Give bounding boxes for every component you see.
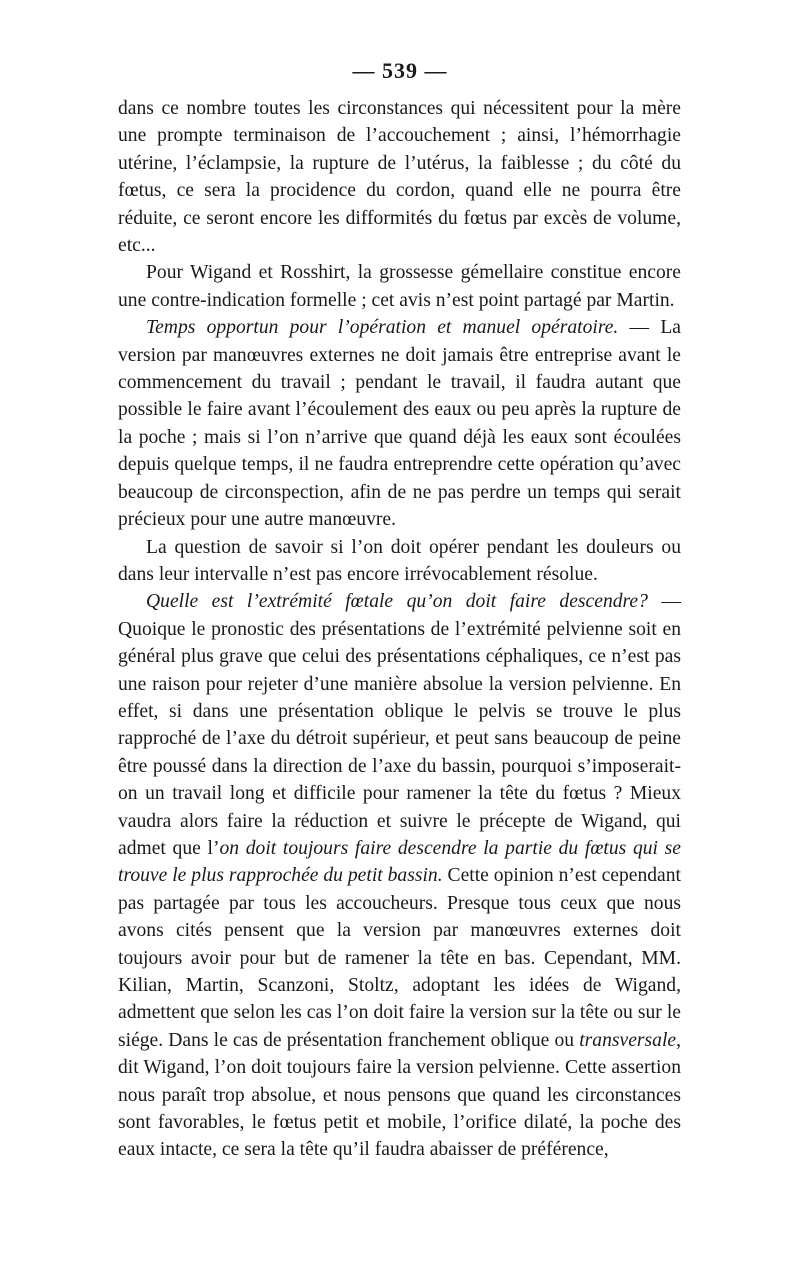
paragraph-text: , dit Wigand, l’on doit toujours faire la version pelvienne. Cette assertion nous paraît trop absolue, et nous pensons que quand les circonstances sont favorables, le fœtus petit et mobile, l’orifice dilaté, la poche des eaux intacte, ce sera la tête qu’il faudra abaisser de préférence, — [118, 1029, 681, 1161]
paragraph-text: — La version par manœuvres externes ne doit jamais être entreprise avant le commencement du travail ; pendant le travail, il faudra autant que possible le faire avant l’écoulement des eaux ou peu après la rupture de la poche ; mais si l’on n’arrive que quand déjà les eaux sont écoulées depuis quelque temps, il ne faudra entreprendre cette opération qu’avec beaucoup de circonspection, afin de ne pas perdre un temps qui serait précieux pour une autre manœuvre. — [118, 317, 681, 531]
paragraph-question-douleurs: La question de savoir si l’on doit opérer pendant les douleurs ou dans leur intervalle n’est pas encore irrévocablement résolue. — [118, 536, 681, 585]
italic-term: transversale — [579, 1029, 677, 1051]
paragraph-text: Cette opinion n’est cependant pas partagée par tous les accoucheurs. Presque tous ceux que nous avons cités pensent que la version par manœuvres externes doit toujours avoir pour but de ramener la tête en bas. Cependant, MM. Kilian, Martin, Scanzoni, Stoltz, adoptant les idées de Wigand, admettent que selon les cas l’on doit faire la version sur la tête ou sur le siége. Dans le cas de présentation franchement oblique ou — [118, 865, 681, 1051]
paragraph-continued: dans ce nombre toutes les circonstances qui nécessitent pour la mère une prompte terminaison de l’accouchement ; ainsi, l’hémorrhagie utérine, l’éclampsie, la rupture de l’utérus, la faiblesse ; du côté du fœtus, ce sera la procidence du cordon, quand elle ne pourra être réduite, ce seront encore les difformités du fœtus par excès de volume, etc... — [118, 98, 681, 257]
paragraph-wigand-rosshirt: Pour Wigand et Rosshirt, la grossesse gémellaire constitue encore une contre-indication formelle ; cet avis n’est point partagé par Martin. — [118, 262, 681, 311]
italic-quotation: on doit toujours faire descendre la partie du fœtus qui se trouve le plus rapprochée du petit bassin. — [118, 837, 681, 887]
paragraph-text: — Quoique le pronostic des présentations de l’extrémité pelvienne soit en général plus grave que celui des présentations céphaliques, ce n’est pas une raison pour rejeter d’une manière absolue la version pelvienne. En effet, si dans une présentation oblique le pelvis se trouve le plus rapproché de l’axe du détroit supérieur, et peut sans beaucoup de peine être poussé dans la direction de l’axe du bassin, pourquoi s’imposerait-on un travail long et difficile pour ramener la tête du fœtus ? Mieux vaudra alors faire la réduction et suivre le précepte de Wigand, qui admet que l’ — [118, 591, 681, 859]
paragraph-temps-opportun — [118, 314, 681, 533]
section-heading-temps-opportun: Temps opportun pour l’opération et manuel opératoire. — [146, 317, 619, 339]
paragraph-extremite-foetale — [118, 588, 681, 1164]
page-number: — 539 — — [352, 58, 448, 83]
section-heading-extremite-foetale: Quelle est l’extrémité fœtale qu’on doit faire descendre? — [146, 591, 648, 613]
body-text — [118, 95, 681, 1164]
